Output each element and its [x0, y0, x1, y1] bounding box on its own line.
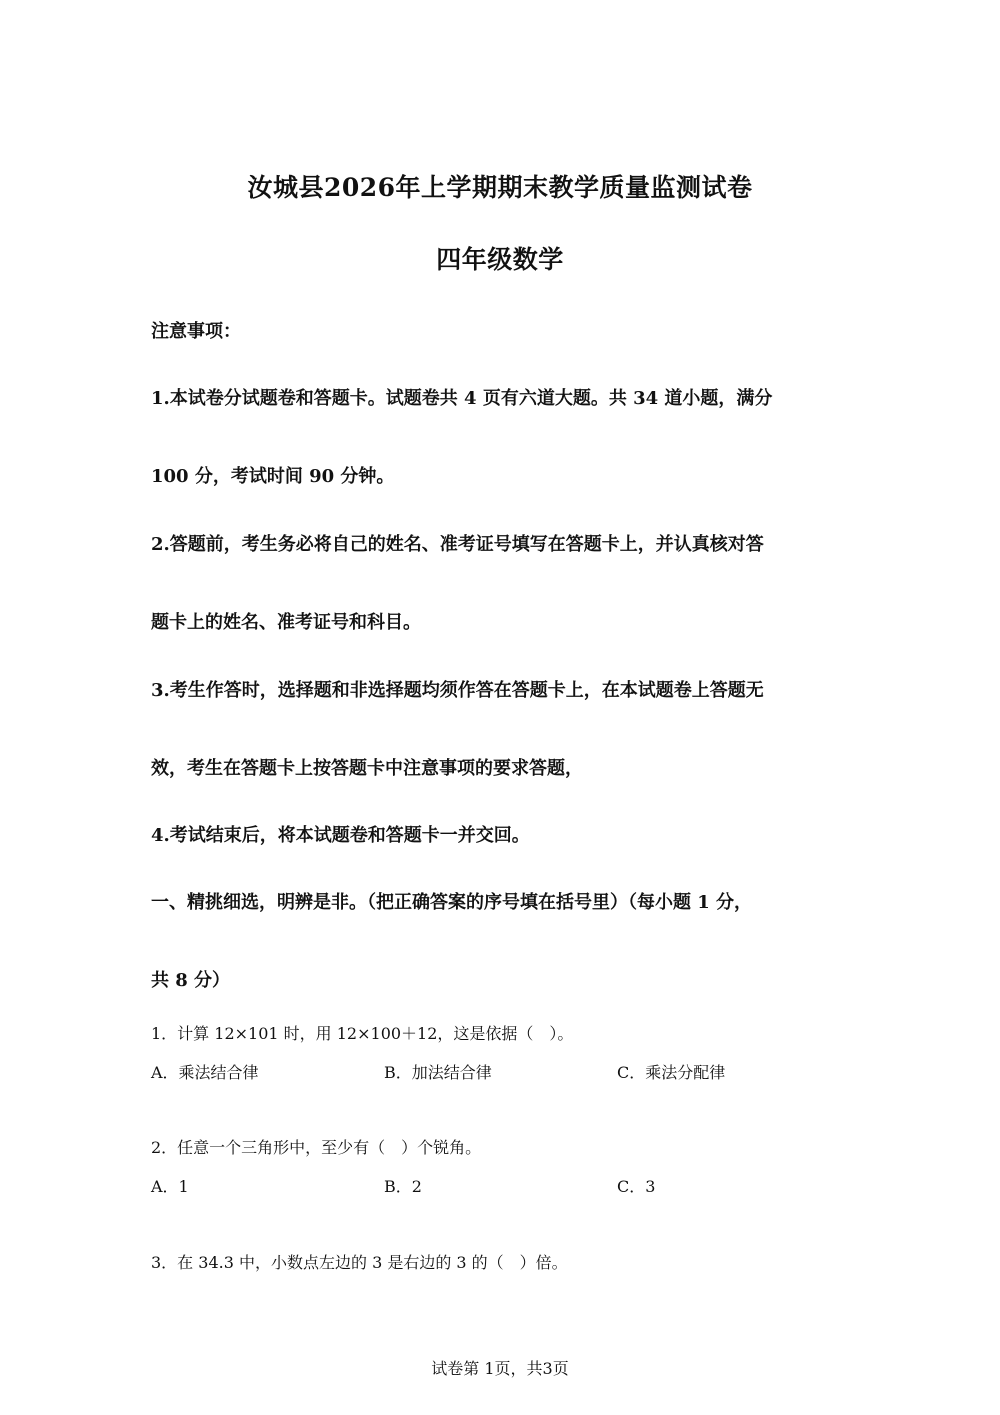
notice-heading: 注意事项： — [151, 321, 241, 342]
notice-line-2: 100 分，考试时间 90 分钟。 — [151, 466, 395, 487]
question-1-option-c: C．乘法分配律 — [617, 1063, 726, 1082]
notice-line-1: 1.本试卷分试题卷和答题卡。试题卷共 4 页有六道大题。共 34 道小题，满分 — [151, 388, 773, 409]
question-1-text: 1．计算 12×101 时，用 12×100＋12，这是依据（ ）。 — [151, 1024, 574, 1043]
question-2-option-c: C．3 — [617, 1177, 656, 1196]
question-3-text: 3．在 34.3 中，小数点左边的 3 是右边的 3 的（ ）倍。 — [151, 1253, 568, 1272]
question-1-option-a: A．乘法结合律 — [151, 1063, 259, 1082]
question-2-option-a: A．1 — [151, 1177, 189, 1196]
notice-line-5: 3.考生作答时，选择题和非选择题均须作答在答题卡上，在本试题卷上答题无 — [151, 680, 764, 701]
notice-line-7: 4.考试结束后，将本试题卷和答题卡一并交回。 — [151, 825, 530, 846]
exam-title: 汝城县2026年上学期期末教学质量监测试卷 — [247, 173, 753, 202]
question-2-option-b: B．2 — [384, 1177, 422, 1196]
section-heading-line-1: 一、精挑细选，明辨是非。（把正确答案的序号填在括号里）（每小题 1 分， — [151, 892, 753, 913]
section-heading-line-2: 共 8 分） — [151, 970, 231, 991]
page-footer: 试卷第 1页，共3页 — [431, 1359, 569, 1378]
question-2-text: 2．任意一个三角形中，至少有（ ）个锐角。 — [151, 1138, 482, 1157]
notice-line-3: 2.答题前，考生务必将自己的姓名、准考证号填写在答题卡上，并认真核对答 — [151, 534, 764, 555]
notice-line-6: 效，考生在答题卡上按答题卡中注意事项的要求答题， — [151, 758, 583, 779]
exam-subtitle: 四年级数学 — [436, 245, 564, 274]
question-1-option-b: B．加法结合律 — [384, 1063, 492, 1082]
notice-line-4: 题卡上的姓名、准考证号和科目。 — [151, 612, 421, 633]
